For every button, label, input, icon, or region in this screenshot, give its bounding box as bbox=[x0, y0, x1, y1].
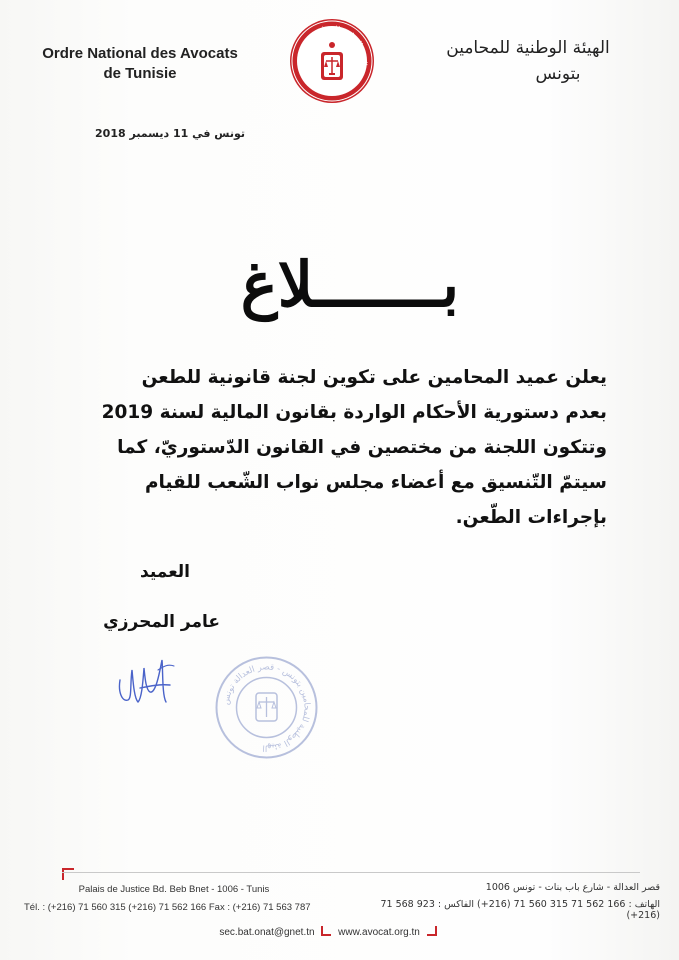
logo-ring-text: الهيئة الوطنية للمحامين بتونس bbox=[295, 23, 370, 66]
footer-website[interactable]: www.avocat.org.tn bbox=[338, 927, 420, 938]
footer-address-fr: Palais de Justice Bd. Beb Bnet - 1006 - Tunis bbox=[78, 884, 270, 895]
header-org-french bbox=[20, 44, 260, 84]
org-fr-line1: Ordre National des Avocats bbox=[42, 45, 238, 62]
red-corner-icon bbox=[321, 926, 331, 936]
communique-title: بـــــــلاغ bbox=[240, 248, 460, 321]
body-line: سيتمّ التّنسيق مع أعضاء مجلس نواب الشّعب للقيام bbox=[144, 472, 607, 493]
signatory-name: عامر المحرزي bbox=[103, 612, 220, 632]
footer-contact bbox=[100, 926, 560, 938]
body-line: وتتكون اللجنة من مختصين في القانون الدّستوريّ، كما bbox=[117, 437, 607, 458]
footer-address-ar: قصر العدالة - شارع باب بنات - تونس 1006 bbox=[485, 882, 660, 893]
footer-email[interactable]: sec.bat.onat@gnet.tn bbox=[219, 927, 315, 938]
footer-french bbox=[24, 884, 324, 913]
bar-association-logo bbox=[287, 16, 377, 106]
red-corner-icon bbox=[427, 926, 437, 936]
stamp-ring-text: الهيئة الوطنية للمحامين بتونس - قصر العدالة تونس bbox=[221, 662, 312, 753]
body-line: بإجراءات الطّعن. bbox=[455, 507, 607, 528]
body-line: يعلن عميد المحامين على تكوين لجنة قانونية للطعن bbox=[141, 367, 607, 388]
org-ar-line1: الهيئة الوطنية للمحامين bbox=[446, 38, 610, 58]
header-org-arabic bbox=[413, 36, 643, 86]
signatory-title: العميد bbox=[140, 562, 190, 582]
body-line: بعدم دستورية الأحكام الواردة بقانون المالية لسنة 2019 bbox=[101, 402, 607, 423]
official-stamp bbox=[214, 655, 319, 760]
footer-divider bbox=[62, 872, 640, 873]
document-date: تونس في 11 ديسمبر 2018 bbox=[95, 127, 245, 140]
footer-phones-ar: الهاتف : 166 562 71 315 560 71 (216+) الفاكس : 923 568 71 (216+) bbox=[380, 899, 660, 921]
handwritten-signature bbox=[110, 640, 190, 710]
org-ar-line2: بتونس bbox=[535, 64, 581, 84]
footer-corner-mark bbox=[62, 868, 74, 880]
org-fr-line2: de Tunisie bbox=[103, 65, 177, 82]
communique-body bbox=[62, 360, 607, 535]
footer-arabic bbox=[344, 882, 660, 921]
footer-phones-fr: Tél. : (+216) 71 560 315 (+216) 71 562 166 Fax : (+216) 71 563 787 bbox=[24, 902, 311, 913]
